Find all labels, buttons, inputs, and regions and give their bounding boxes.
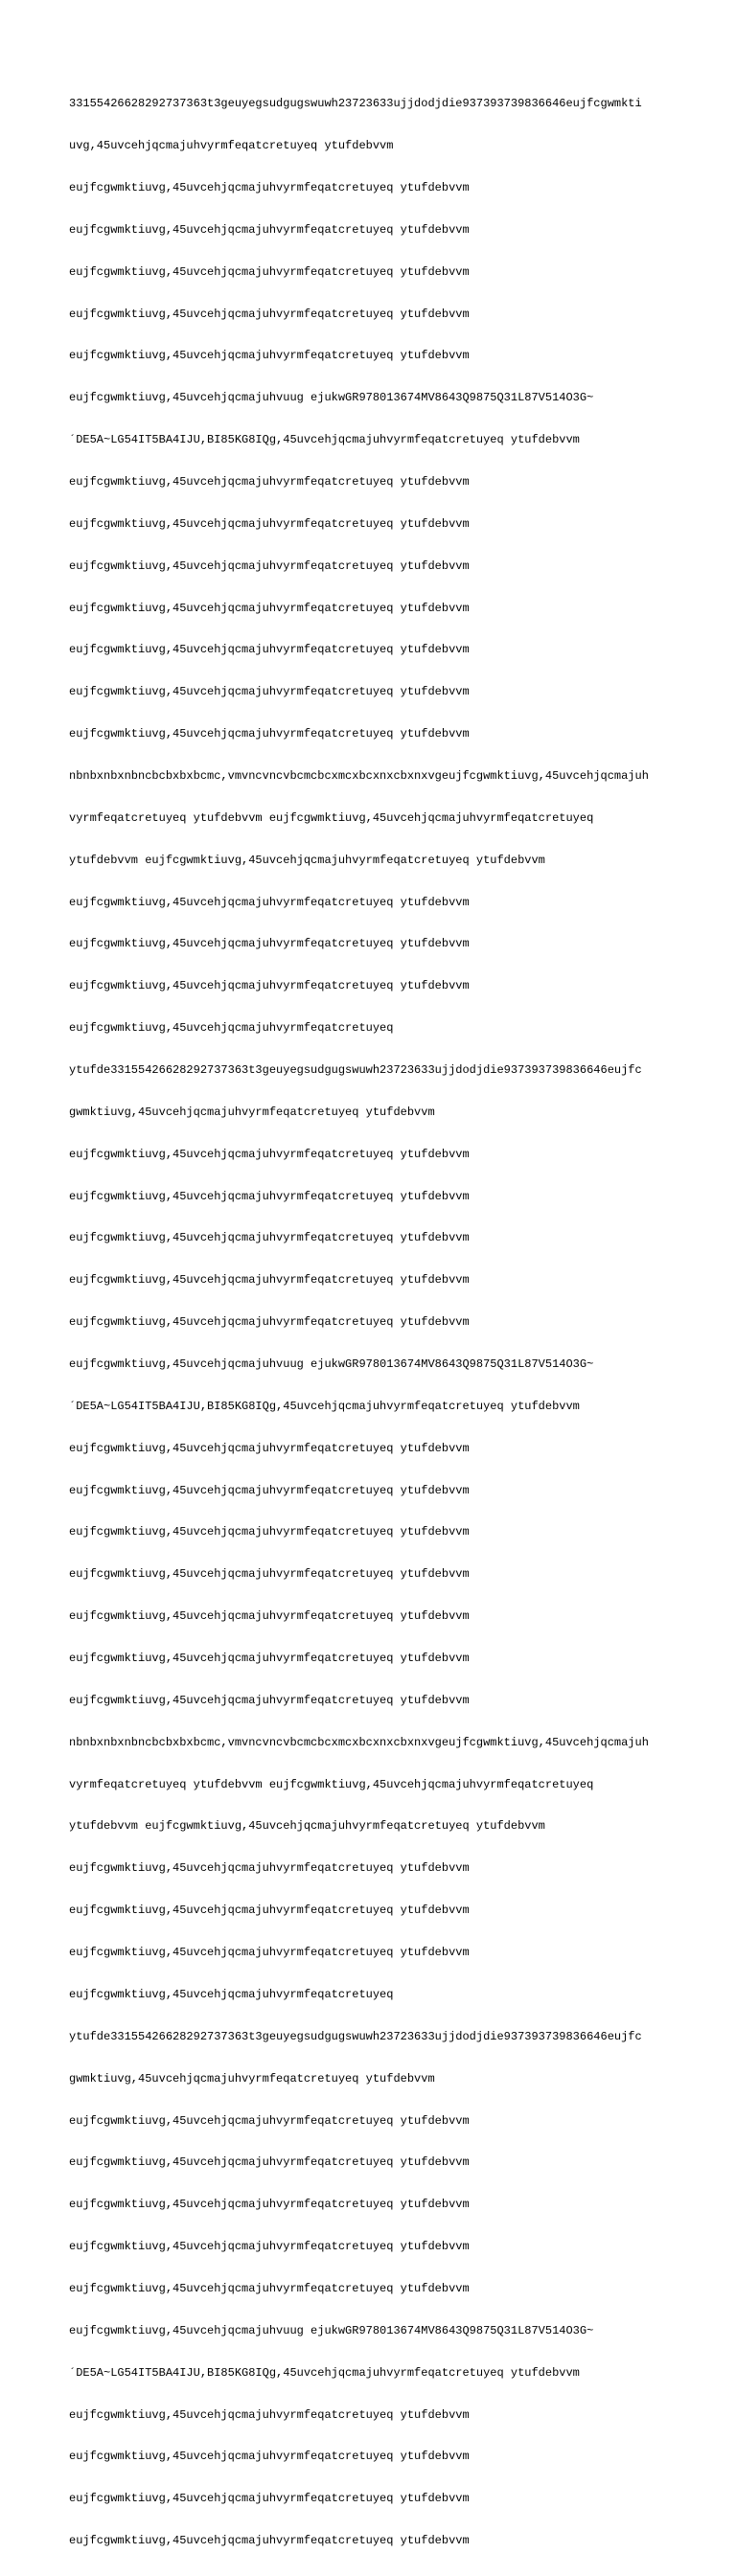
- text-line: gwmktiuvg,45uvcehjqcmajuhvyrmfeqatcretuyeq ytufdebvvm: [69, 2071, 435, 2086]
- text-line: eujfcgwmktiuvg,45uvcehjqcmajuhvyrmfeqatcretuyeq ytufdebvvm: [69, 1904, 470, 1918]
- text-line: eujfcgwmktiuvg,45uvcehjqcmajuhvyrmfeqatcretuyeq ytufdebvvm: [69, 2492, 470, 2506]
- text-line: eujfcgwmktiuvg,45uvcehjqcmajuhvyrmfeqatcretuyeq ytufdebvvm: [69, 474, 470, 489]
- text-line: eujfcgwmktiuvg,45uvcehjqcmajuhvyrmfeqatcretuyeq ytufdebvvm: [69, 516, 470, 531]
- document-body: [69, 69, 673, 2576]
- text-line: ytufde33155426628292737363t3geuyegsudgugswuwh23723633ujjdodjdie937393739836646eujfc: [69, 1063, 642, 1078]
- text-line: eujfcgwmktiuvg,45uvcehjqcmajuhvyrmfeqatcretuyeq ytufdebvvm: [69, 2155, 470, 2170]
- text-line: eujfcgwmktiuvg,45uvcehjqcmajuhvyrmfeqatcretuyeq ytufdebvvm: [69, 1273, 470, 1288]
- text-line: eujfcgwmktiuvg,45uvcehjqcmajuhvyrmfeqatcretuyeq ytufdebvvm: [69, 1189, 470, 1203]
- text-line: eujfcgwmktiuvg,45uvcehjqcmajuhvyrmfeqatcretuyeq ytufdebvvm: [69, 1483, 470, 1497]
- text-line: eujfcgwmktiuvg,45uvcehjqcmajuhvyrmfeqatcretuyeq ytufdebvvm: [69, 349, 470, 363]
- text-line: gwmktiuvg,45uvcehjqcmajuhvyrmfeqatcretuyeq ytufdebvvm: [69, 1105, 435, 1119]
- text-line: eujfcgwmktiuvg,45uvcehjqcmajuhvyrmfeqatcretuyeq ytufdebvvm: [69, 2450, 470, 2464]
- text-line: vyrmfeqatcretuyeq ytufdebvvm eujfcgwmktiuvg,45uvcehjqcmajuhvyrmfeqatcretuyeq: [69, 810, 594, 825]
- text-line: vyrmfeqatcretuyeq ytufdebvvm eujfcgwmktiuvg,45uvcehjqcmajuhvyrmfeqatcretuyeq: [69, 1777, 594, 1791]
- text-line: eujfcgwmktiuvg,45uvcehjqcmajuhvyrmfeqatcretuyeq ytufdebvvm: [69, 1441, 470, 1455]
- text-line: eujfcgwmktiuvg,45uvcehjqcmajuhvyrmfeqatcretuyeq: [69, 1987, 394, 2001]
- text-line: nbnbxnbxnbncbcbxbxbcmc,vmvncvncvbcmcbcxmcxbcxnxcbxnxvgeujfcgwmktiuvg,45uvcehjqcmajuh: [69, 769, 649, 783]
- text-line: eujfcgwmktiuvg,45uvcehjqcmajuhvyrmfeqatcretuyeq ytufdebvvm: [69, 222, 470, 237]
- text-line: ytufde33155426628292737363t3geuyegsudgugswuwh23723633ujjdodjdie937393739836646eujfc: [69, 2029, 642, 2043]
- text-line: eujfcgwmktiuvg,45uvcehjqcmajuhvyrmfeqatcretuyeq ytufdebvvm: [69, 559, 470, 573]
- text-line: eujfcgwmktiuvg,45uvcehjqcmajuhvuug ejukwGR978013674MV8643Q9875Q31L87V514O3G~: [69, 2323, 594, 2337]
- text-line: eujfcgwmktiuvg,45uvcehjqcmajuhvyrmfeqatcretuyeq ytufdebvvm: [69, 1693, 470, 1707]
- text-line: eujfcgwmktiuvg,45uvcehjqcmajuhvyrmfeqatcretuyeq: [69, 1021, 394, 1036]
- text-line: eujfcgwmktiuvg,45uvcehjqcmajuhvyrmfeqatcretuyeq ytufdebvvm: [69, 2534, 470, 2548]
- text-line: eujfcgwmktiuvg,45uvcehjqcmajuhvyrmfeqatcretuyeq ytufdebvvm: [69, 1946, 470, 1960]
- text-line: eujfcgwmktiuvg,45uvcehjqcmajuhvyrmfeqatcretuyeq ytufdebvvm: [69, 1652, 470, 1666]
- text-line: eujfcgwmktiuvg,45uvcehjqcmajuhvyrmfeqatcretuyeq ytufdebvvm: [69, 895, 470, 909]
- text-line: eujfcgwmktiuvg,45uvcehjqcmajuhvyrmfeqatcretuyeq ytufdebvvm: [69, 685, 470, 699]
- text-line: eujfcgwmktiuvg,45uvcehjqcmajuhvyrmfeqatcretuyeq ytufdebvvm: [69, 643, 470, 657]
- text-line: 33155426628292737363t3geuyegsudgugswuwh23723633ujjdodjdie937393739836646eujfcgwmkti: [69, 97, 642, 111]
- text-line: eujfcgwmktiuvg,45uvcehjqcmajuhvyrmfeqatcretuyeq ytufdebvvm: [69, 1525, 470, 1539]
- text-line: eujfcgwmktiuvg,45uvcehjqcmajuhvuug ejukwGR978013674MV8643Q9875Q31L87V514O3G~: [69, 391, 594, 405]
- text-line: eujfcgwmktiuvg,45uvcehjqcmajuhvyrmfeqatcretuyeq ytufdebvvm: [69, 1147, 470, 1161]
- text-line: eujfcgwmktiuvg,45uvcehjqcmajuhvyrmfeqatcretuyeq ytufdebvvm: [69, 264, 470, 279]
- text-line: eujfcgwmktiuvg,45uvcehjqcmajuhvyrmfeqatcretuyeq ytufdebvvm: [69, 1609, 470, 1624]
- text-line: eujfcgwmktiuvg,45uvcehjqcmajuhvyrmfeqatcretuyeq ytufdebvvm: [69, 727, 470, 741]
- text-line: nbnbxnbxnbncbcbxbxbcmc,vmvncvncvbcmcbcxmcxbcxnxcbxnxvgeujfcgwmktiuvg,45uvcehjqcmajuh: [69, 1735, 649, 1749]
- text-line: eujfcgwmktiuvg,45uvcehjqcmajuhvyrmfeqatcretuyeq ytufdebvvm: [69, 601, 470, 615]
- text-line: eujfcgwmktiuvg,45uvcehjqcmajuhvyrmfeqatcretuyeq ytufdebvvm: [69, 1315, 470, 1330]
- text-line: ´DE5A~LG54IT5BA4IJU,BI85KG8IQg,45uvcehjqcmajuhvyrmfeqatcretuyeq ytufdebvvm: [69, 1399, 580, 1413]
- text-line: uvg,45uvcehjqcmajuhvyrmfeqatcretuyeq ytufdebvvm: [69, 139, 394, 153]
- text-line: eujfcgwmktiuvg,45uvcehjqcmajuhvuug ejukwGR978013674MV8643Q9875Q31L87V514O3G~: [69, 1357, 594, 1372]
- text-line: ´DE5A~LG54IT5BA4IJU,BI85KG8IQg,45uvcehjqcmajuhvyrmfeqatcretuyeq ytufdebvvm: [69, 433, 580, 447]
- text-line: eujfcgwmktiuvg,45uvcehjqcmajuhvyrmfeqatcretuyeq ytufdebvvm: [69, 2198, 470, 2212]
- text-line: eujfcgwmktiuvg,45uvcehjqcmajuhvyrmfeqatcretuyeq ytufdebvvm: [69, 307, 470, 321]
- text-line: ytufdebvvm eujfcgwmktiuvg,45uvcehjqcmajuhvyrmfeqatcretuyeq ytufdebvvm: [69, 853, 545, 867]
- text-line: eujfcgwmktiuvg,45uvcehjqcmajuhvyrmfeqatcretuyeq ytufdebvvm: [69, 937, 470, 951]
- text-line: eujfcgwmktiuvg,45uvcehjqcmajuhvyrmfeqatcretuyeq ytufdebvvm: [69, 180, 470, 194]
- text-line: eujfcgwmktiuvg,45uvcehjqcmajuhvyrmfeqatcretuyeq ytufdebvvm: [69, 1231, 470, 1245]
- text-line: ytufdebvvm eujfcgwmktiuvg,45uvcehjqcmajuhvyrmfeqatcretuyeq ytufdebvvm: [69, 1819, 545, 1834]
- text-line: ´DE5A~LG54IT5BA4IJU,BI85KG8IQg,45uvcehjqcmajuhvyrmfeqatcretuyeq ytufdebvvm: [69, 2365, 580, 2380]
- text-line: eujfcgwmktiuvg,45uvcehjqcmajuhvyrmfeqatcretuyeq ytufdebvvm: [69, 2407, 470, 2422]
- text-line: eujfcgwmktiuvg,45uvcehjqcmajuhvyrmfeqatcretuyeq ytufdebvvm: [69, 1861, 470, 1876]
- text-line: eujfcgwmktiuvg,45uvcehjqcmajuhvyrmfeqatcretuyeq ytufdebvvm: [69, 2240, 470, 2254]
- text-line: eujfcgwmktiuvg,45uvcehjqcmajuhvyrmfeqatcretuyeq ytufdebvvm: [69, 1567, 470, 1582]
- text-line: eujfcgwmktiuvg,45uvcehjqcmajuhvyrmfeqatcretuyeq ytufdebvvm: [69, 2113, 470, 2128]
- text-line: eujfcgwmktiuvg,45uvcehjqcmajuhvyrmfeqatcretuyeq ytufdebvvm: [69, 2281, 470, 2295]
- text-line: eujfcgwmktiuvg,45uvcehjqcmajuhvyrmfeqatcretuyeq ytufdebvvm: [69, 979, 470, 993]
